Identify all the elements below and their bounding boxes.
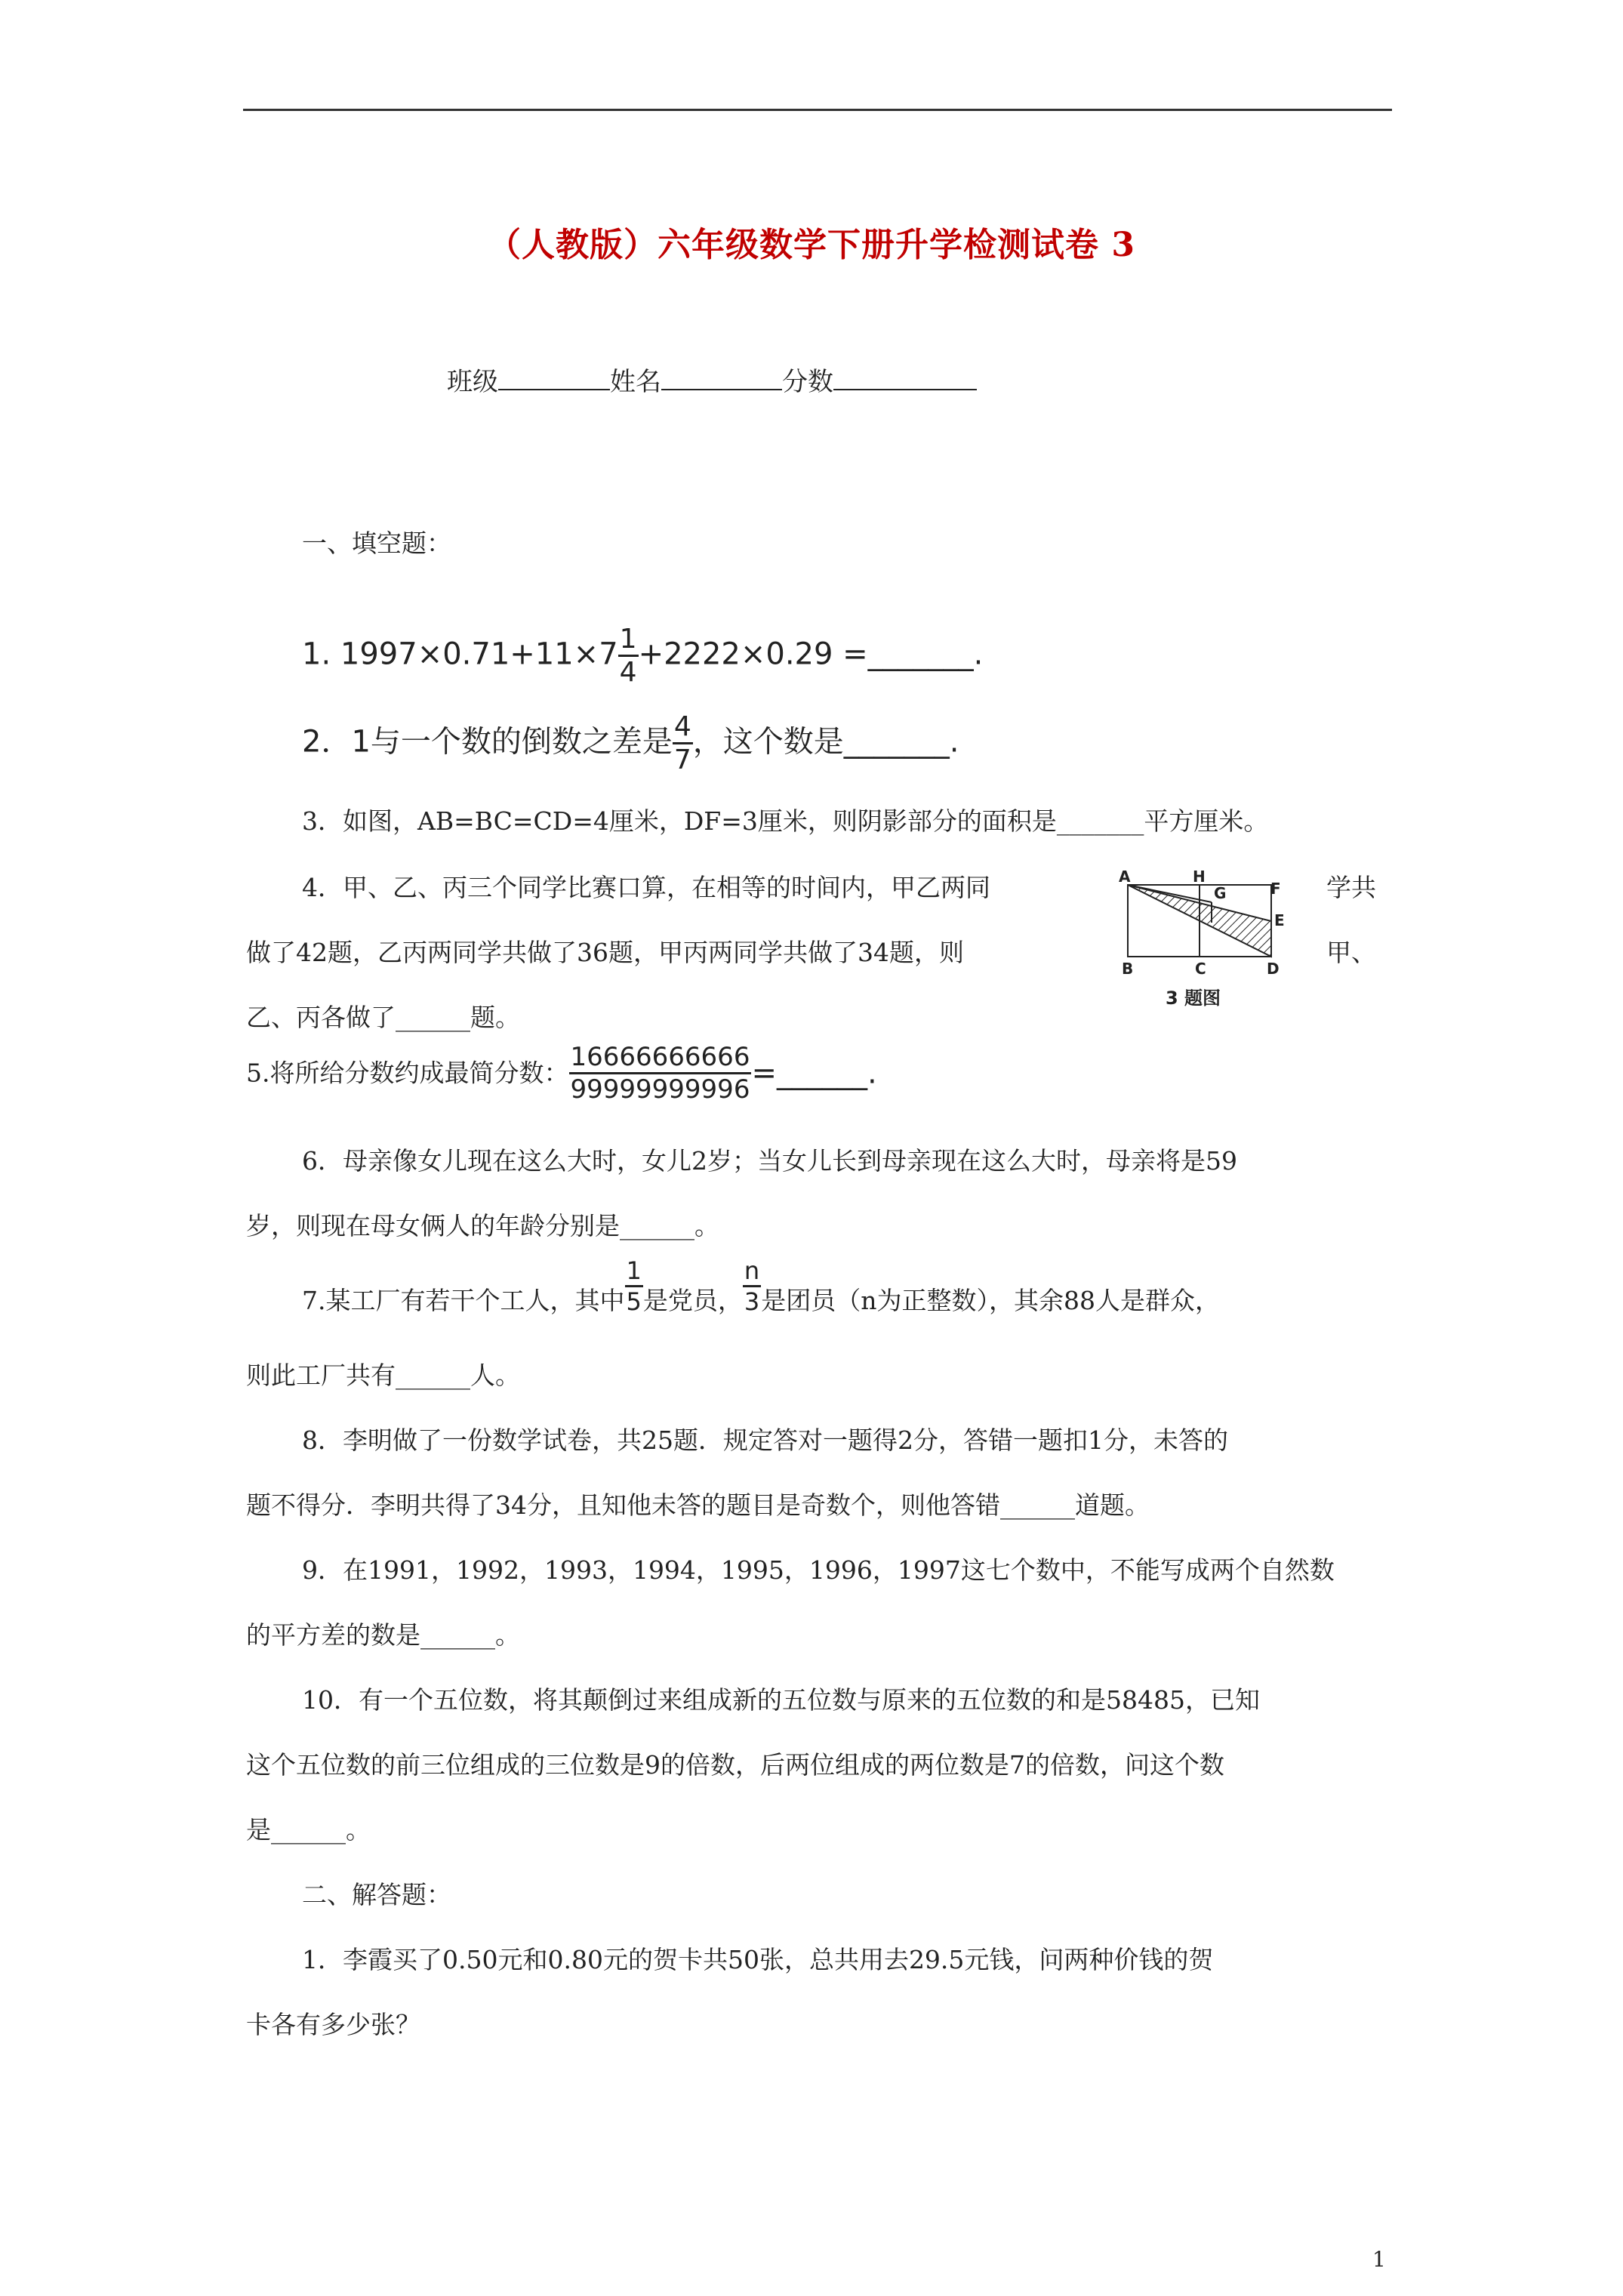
question-9-line1: 9．在1991，1992，1993，1994，1995，1996，1997这七个数中，不能写成两个自然数 (302, 1555, 1335, 1585)
question-9-line2: 的平方差的数是______。 (246, 1620, 520, 1650)
question-1: 1. 1997×0.71+11×7 $\frac{1}{4}$ +2222×0.29 =_______. (302, 624, 984, 688)
question-8-line2: 题不得分．李明共得了34分，且知他未答的题目是奇数个，则他答错______道题。 (246, 1490, 1150, 1520)
q5-fraction: $\frac{16666666666}{99999999996}$ (570, 1042, 750, 1105)
q7-fraction-2: $\frac{n}{3}$ (744, 1256, 760, 1316)
name-label: 姓名 (610, 367, 661, 397)
q2-fraction: $\frac{4}{7}$ (673, 711, 691, 775)
score-blank[interactable] (833, 383, 977, 390)
student-info (447, 361, 977, 398)
question-4-line1: 4．甲、乙、丙三个同学比赛口算，在相等的时间内，甲乙两同 (302, 873, 990, 902)
question-4-line2: 做了42题，乙丙两同学共做了36题，甲丙两同学共做了34题，则 (246, 938, 964, 967)
figure-svg (1117, 868, 1306, 1034)
question-4-line2-tail: 甲、 (1326, 938, 1376, 967)
class-blank[interactable] (498, 383, 610, 390)
answer-question-1-line2: 卡各有多少张？ (246, 2010, 420, 2039)
label-H: H (1193, 868, 1206, 886)
class-label: 班级 (447, 367, 498, 397)
label-C: C (1195, 960, 1206, 978)
geometry-figure (1117, 868, 1306, 1034)
answer-question-1-line1: 1．李霞买了0.50元和0.80元的贺卡共50张，总共用去29.5元钱，问两种价钱的贺 (302, 1945, 1214, 1974)
section1-heading: 一、填空题： (302, 529, 451, 558)
question-7: 7.某工厂有若干个工人，其中 $\frac{1}{5}$ 是党员， $\frac{n}{3}$ 是团员（n为正整数），其余88人是群众， (302, 1256, 1220, 1316)
question-5: 5.将所给分数约成最简分数： $\frac{16666666666}{99999999996}$ =______. (246, 1042, 877, 1105)
label-D: D (1267, 960, 1280, 978)
header-rule (243, 109, 1392, 111)
question-10-line3: 是______。 (246, 1815, 371, 1845)
label-A: A (1119, 868, 1131, 886)
question-2: 2．1与一个数的倒数之差是 $\frac{4}{7}$ ，这个数是_______. (302, 711, 959, 775)
q7-fraction-1: $\frac{1}{5}$ (626, 1256, 642, 1316)
score-label: 分数 (782, 367, 833, 397)
question-4-line3: 乙、丙各做了______题。 (246, 1003, 520, 1032)
label-F: F (1270, 880, 1281, 898)
question-3: 3．如图，AB=BC=CD=4厘米，DF=3厘米，则阴影部分的面积是_______平方厘米。 (302, 806, 1269, 836)
label-G: G (1214, 884, 1227, 902)
page-title: （人教版）六年级数学下册升学检测试卷 3 (488, 226, 1135, 264)
question-6-line2: 岁，则现在母女俩人的年龄分别是______。 (246, 1211, 719, 1240)
question-8-line1: 8．李明做了一份数学试卷，共25题．规定答对一题得2分，答错一题扣1分，未答的 (302, 1425, 1228, 1455)
label-B: B (1122, 960, 1134, 978)
q1-fraction: $\frac{1}{4}$ (619, 624, 637, 688)
question-10-line2: 这个五位数的前三位组成的三位数是9的倍数，后两位组成的两位数是7的倍数，问这个数 (246, 1750, 1224, 1780)
label-E: E (1274, 911, 1285, 929)
question-10-line1: 10．有一个五位数，将其颠倒过来组成新的五位数与原来的五位数的和是58485，已知 (302, 1685, 1260, 1715)
figure-caption: 3 题图 (1166, 988, 1221, 1009)
question-7-line2: 则此工厂共有______人。 (246, 1361, 520, 1390)
question-6-line1: 6．母亲像女儿现在这么大时，女儿2岁；当女儿长到母亲现在这么大时，母亲将是59 (302, 1146, 1237, 1176)
section2-heading: 二、解答题： (302, 1880, 451, 1909)
name-blank[interactable] (661, 383, 782, 390)
question-4-line1-tail: 学共 (1326, 873, 1376, 902)
page-number: 1 (1372, 2247, 1386, 2272)
